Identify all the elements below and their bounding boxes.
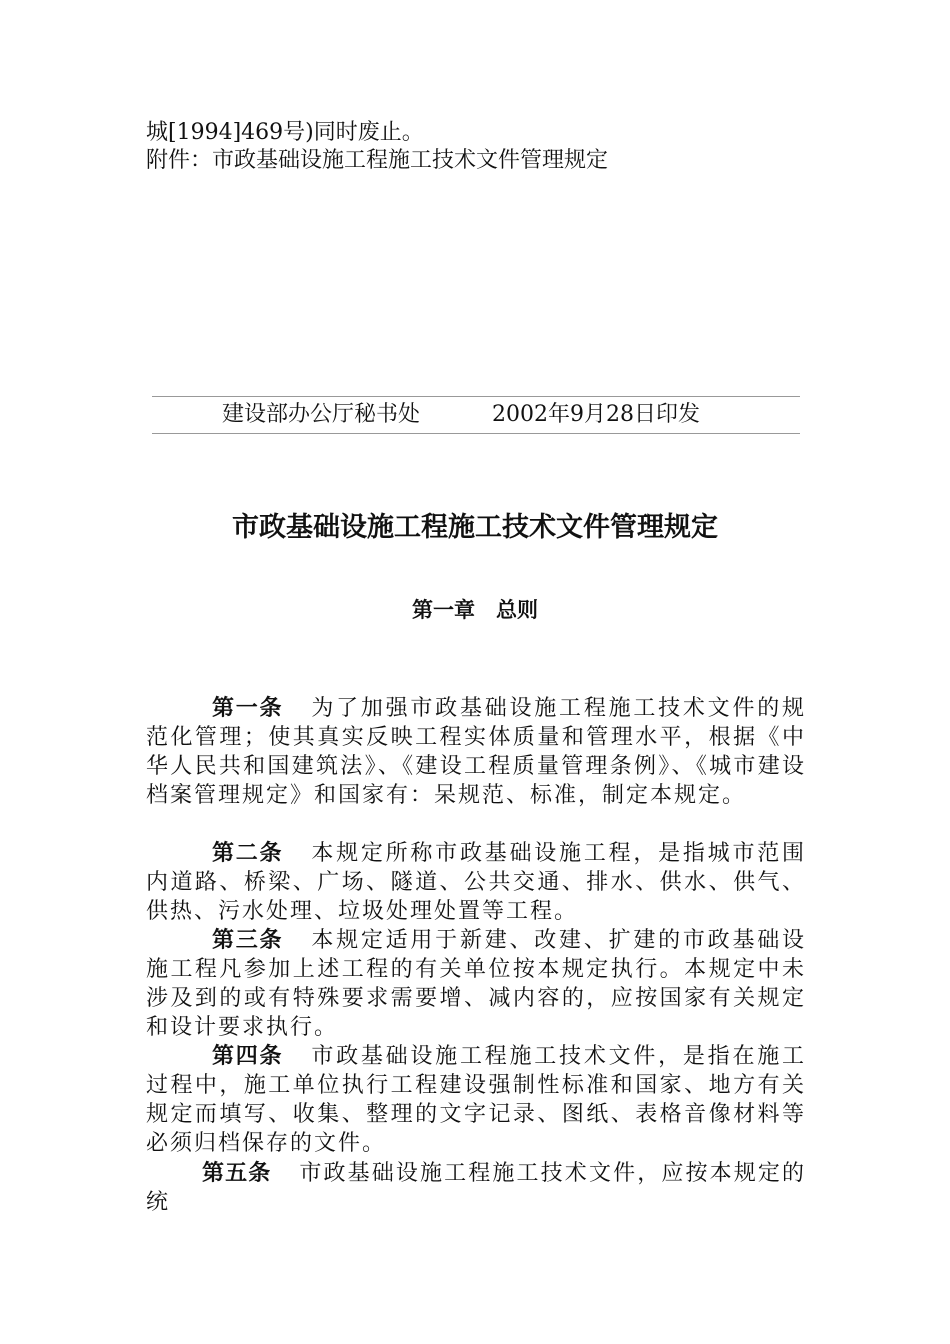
imprint-office: 建设部办公厅秘书处 <box>222 402 421 427</box>
article-number: 第四条 <box>212 1044 284 1069</box>
chapter-heading: 第一章 总则 <box>412 598 538 622</box>
article-text: 市政基础设施工程施工技术文件，应按本规定的统 <box>146 1161 806 1215</box>
document-title: 市政基础设施工程施工技术文件管理规定 <box>232 512 718 543</box>
article-1 <box>146 694 806 810</box>
article-number: 第二条 <box>212 841 284 866</box>
imprint-date: 2002年9月28日印发 <box>492 402 700 427</box>
article-2 <box>146 839 806 926</box>
article-text: 市政基础设施工程施工技术文件，是指在施工过程中，施工单位执行工程建设强制性标准和国家、地方有关规定而填写、收集、整理的文字记录、图纸、表格音像材料等必须归档保存的文件。 <box>146 1044 806 1156</box>
header-line-1: 城[1994]469号)同时废止。 <box>146 120 424 145</box>
article-text: 本规定适用于新建、改建、扩建的市政基础设施工程凡参加上述工程的有关单位按本规定执行。本规定中未涉及到的或有特殊要求需要增、减内容的，应按国家有关规定和设计要求执行。 <box>146 928 806 1040</box>
imprint-bar <box>152 396 800 434</box>
article-number: 第五条 <box>202 1161 272 1186</box>
article-4 <box>146 1042 806 1158</box>
article-3 <box>146 926 806 1042</box>
article-text: 为了加强市政基础设施工程施工技术文件的规范化管理；使其真实反映工程实体质量和管理水平，根据《中华人民共和国建筑法》、《建设工程质量管理条例》、《城市建设档案管理规定》和国家有：呆规范、标准，制定本规定。 <box>146 696 806 808</box>
article-5 <box>146 1159 806 1217</box>
article-number: 第三条 <box>212 928 284 953</box>
article-number: 第一条 <box>212 696 284 721</box>
header-line-2: 附件：市政基础设施工程施工技术文件管理规定 <box>146 148 609 173</box>
article-text: 本规定所称市政基础设施工程，是指城市范围内道路、桥梁、广场、隧道、公共交通、排水、供水、供气、供热、污水处理、垃圾处理处置等工程。 <box>146 841 806 924</box>
